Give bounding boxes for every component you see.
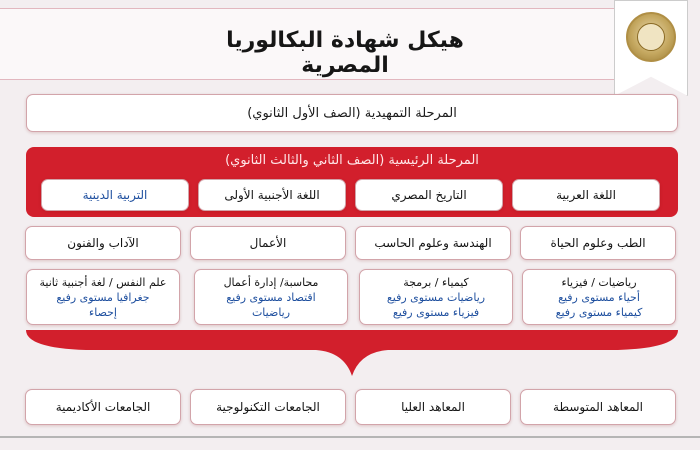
preparatory-stage-box: المرحلة التمهيدية (الصف الأول الثانوي) [26,94,678,132]
subject-line: كيمياء / برمجة [403,275,469,289]
seal-center [637,23,665,51]
page-title: هيكل شهادة البكالوريا المصرية [226,28,464,78]
main-stage-label: المرحلة الرئيسية (الصف الثاني والثالث الثانوي) [225,153,479,168]
subject-line: أحياء مستوى رفيع [558,290,640,304]
track-business-subjects [194,269,348,325]
destination-academic-universities: الجامعات الأكاديمية [25,389,181,425]
core-subject-first-language: اللغة الأجنبية الأولى [198,179,346,211]
track-engineering: الهندسة وعلوم الحاسب [355,226,511,260]
subject-line: محاسبة/ إدارة أعمال [223,275,319,289]
track-medicine-subjects [522,269,676,325]
track-medicine: الطب وعلوم الحياة [520,226,676,260]
subject-line: رياضيات [251,305,291,319]
track-arts: الآداب والفنون [25,226,181,260]
core-subject-religion: التربية الدينية [41,179,189,211]
track-business: الأعمال [190,226,346,260]
track-engineering-subjects [359,269,513,325]
bottom-divider [0,436,700,438]
subject-line: فيزياء مستوى رفيع [392,305,480,319]
subject-line: اقتصاد مستوى رفيع [226,290,316,304]
core-subject-history: التاريخ المصري [355,179,503,211]
subject-line: إحصاء [89,305,117,319]
subject-line: علم النفس / لغة أجنبية ثانية [39,275,167,289]
subject-line: كيمياء مستوى رفيع [555,305,643,319]
subject-line: رياضيات / فيزياء [561,275,637,289]
destination-technological-universities: الجامعات التكنولوجية [190,389,346,425]
destination-intermediate-institutes: المعاهد المتوسطة [520,389,676,425]
track-arts-subjects [26,269,180,325]
core-subject-arabic: اللغة العربية [512,179,660,211]
destination-higher-institutes: المعاهد العليا [355,389,511,425]
curly-brace-arrow [26,328,678,380]
subject-line: جغرافيا مستوى رفيع [56,290,150,304]
subject-line: رياضيات مستوى رفيع [386,290,486,304]
